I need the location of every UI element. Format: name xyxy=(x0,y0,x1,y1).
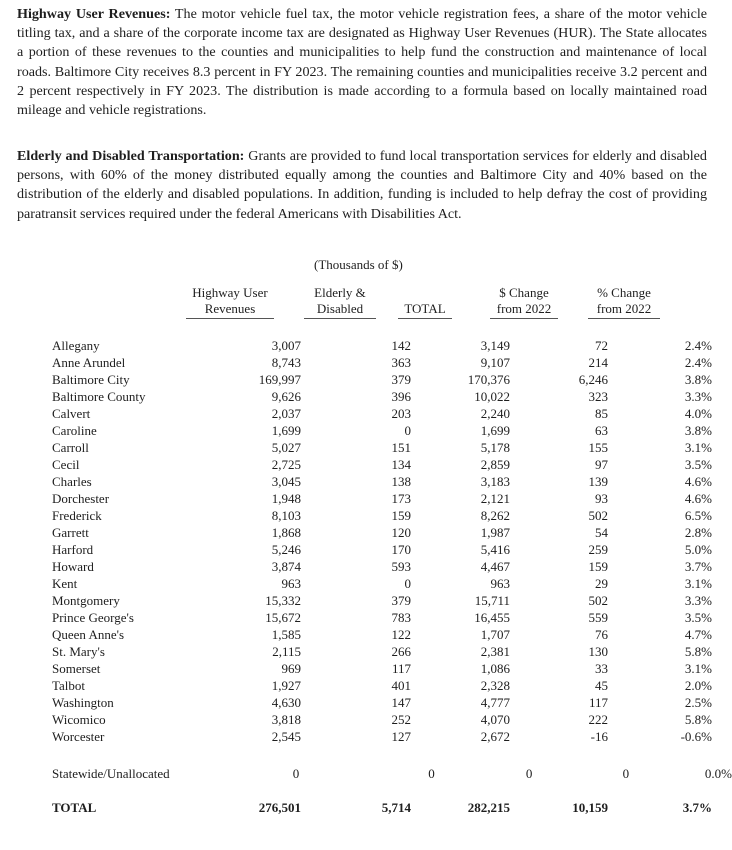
cell-total: 963 xyxy=(490,576,510,591)
cell-pct: 2.5% xyxy=(684,695,712,710)
cell-change: 54 xyxy=(595,525,608,540)
cell-name: Allegany xyxy=(52,338,100,353)
cell-ed: 170 xyxy=(391,542,411,557)
cell-hur: 3,045 xyxy=(271,474,301,489)
cell-hur: 3,818 xyxy=(271,712,301,727)
table-row xyxy=(52,728,712,745)
hur-paragraph xyxy=(17,5,707,120)
total-name: TOTAL xyxy=(52,800,97,815)
cell-total: 5,178 xyxy=(480,440,510,455)
cell-name: Baltimore City xyxy=(52,372,130,387)
table-row xyxy=(52,456,712,473)
cell-ed: 134 xyxy=(391,457,411,472)
cell-pct: 5.8% xyxy=(684,712,712,727)
cell-total: 1,987 xyxy=(480,525,510,540)
cell-pct: 2.4% xyxy=(684,355,712,370)
cell-total: 2,328 xyxy=(480,678,510,693)
table-row xyxy=(52,660,712,677)
cell-hur: 3,874 xyxy=(271,559,301,574)
statewide-change: 0 xyxy=(622,766,630,781)
table-row xyxy=(52,575,712,592)
statewide-total: 0 xyxy=(525,766,533,781)
cell-total: 1,699 xyxy=(480,423,510,438)
cell-total: 4,467 xyxy=(480,559,510,574)
cell-name: Garrett xyxy=(52,525,89,540)
table-row xyxy=(52,541,712,558)
cell-ed: 379 xyxy=(391,593,411,608)
cell-change: 159 xyxy=(588,559,608,574)
header-ed-line2: Disabled xyxy=(316,301,364,316)
header-ed-line1: Elderly & xyxy=(314,285,366,300)
cell-ed: 203 xyxy=(391,406,411,421)
cell-change: 155 xyxy=(588,440,608,455)
header-elderly-disabled xyxy=(304,285,376,319)
cell-change: 117 xyxy=(588,695,608,710)
cell-ed: 396 xyxy=(391,389,411,404)
header-change-line2: from 2022 xyxy=(496,301,552,316)
county-table xyxy=(52,337,712,745)
cell-name: Kent xyxy=(52,576,78,591)
cell-total: 2,381 xyxy=(480,644,510,659)
cell-ed: 401 xyxy=(391,678,411,693)
cell-change: 259 xyxy=(588,542,608,557)
ed-paragraph-lead: Elderly and Disabled Transportation: xyxy=(17,148,245,164)
header-total xyxy=(398,301,452,319)
table-row xyxy=(52,422,712,439)
cell-hur: 2,725 xyxy=(271,457,301,472)
cell-total: 10,022 xyxy=(474,389,510,404)
cell-total: 2,672 xyxy=(480,729,510,744)
cell-pct: 3.1% xyxy=(684,576,712,591)
cell-ed: 147 xyxy=(391,695,411,710)
cell-change: 502 xyxy=(588,508,608,523)
cell-name: Prince George's xyxy=(52,610,134,625)
statewide-ed: 0 xyxy=(428,766,435,781)
cell-ed: 122 xyxy=(391,627,411,642)
statewide-hur: 0 xyxy=(292,766,300,781)
header-highway-user-revenues xyxy=(186,285,274,319)
table-row xyxy=(52,405,712,422)
cell-pct: 5.8% xyxy=(684,644,712,659)
cell-hur: 15,332 xyxy=(265,593,301,608)
cell-pct: 2.8% xyxy=(684,525,712,540)
total-change: 10,159 xyxy=(572,800,608,815)
header-total-label: TOTAL xyxy=(404,301,446,316)
statewide-pct: 0.0% xyxy=(704,766,732,781)
cell-hur: 5,246 xyxy=(271,542,301,557)
cell-total: 8,262 xyxy=(480,508,510,523)
cell-name: Queen Anne's xyxy=(52,627,125,642)
cell-hur: 1,699 xyxy=(271,423,301,438)
cell-ed: 783 xyxy=(391,610,411,625)
table-row xyxy=(52,609,712,626)
cell-change: 45 xyxy=(595,678,608,693)
cell-hur: 969 xyxy=(281,661,301,676)
cell-name: Carroll xyxy=(52,440,89,455)
cell-name: Wicomico xyxy=(52,712,106,727)
cell-change: 139 xyxy=(588,474,608,489)
cell-pct: -0.6% xyxy=(680,729,712,744)
table-row xyxy=(52,626,712,643)
cell-name: Caroline xyxy=(52,423,97,438)
table-row xyxy=(52,694,712,711)
cell-hur: 1,948 xyxy=(271,491,301,506)
cell-hur: 9,626 xyxy=(271,389,301,404)
table-row xyxy=(52,592,712,609)
cell-ed: 117 xyxy=(391,661,411,676)
cell-pct: 5.0% xyxy=(684,542,712,557)
cell-change: 502 xyxy=(588,593,608,608)
table-row xyxy=(52,337,712,354)
cell-pct: 4.6% xyxy=(684,474,712,489)
cell-hur: 1,585 xyxy=(271,627,301,642)
cell-pct: 4.7% xyxy=(684,627,712,642)
cell-hur: 1,927 xyxy=(271,678,301,693)
cell-hur: 2,037 xyxy=(271,406,301,421)
cell-hur: 963 xyxy=(281,576,301,591)
cell-total: 3,149 xyxy=(480,338,510,353)
cell-hur: 8,103 xyxy=(271,508,301,523)
table-row xyxy=(52,354,712,371)
cell-hur: 169,997 xyxy=(258,372,301,387)
table-row xyxy=(52,524,712,541)
total-hur: 276,501 xyxy=(258,800,301,815)
cell-ed: 151 xyxy=(391,440,411,455)
cell-ed: 266 xyxy=(391,644,411,659)
header-pct-line1: % Change xyxy=(597,285,651,300)
cell-pct: 3.5% xyxy=(684,610,712,625)
cell-name: Worcester xyxy=(52,729,105,744)
table-row xyxy=(52,711,712,728)
cell-change: 29 xyxy=(595,576,608,591)
cell-total: 4,070 xyxy=(480,712,510,727)
cell-pct: 3.1% xyxy=(684,661,712,676)
cell-name: Baltimore County xyxy=(52,389,146,404)
cell-ed: 142 xyxy=(391,338,411,353)
hur-paragraph-lead: Highway User Revenues: xyxy=(17,6,171,22)
header-dollar-change xyxy=(490,285,558,319)
table-row xyxy=(52,473,712,490)
table-row xyxy=(52,507,712,524)
total-total: 282,215 xyxy=(467,800,510,815)
cell-name: Somerset xyxy=(52,661,101,676)
cell-pct: 3.8% xyxy=(684,423,712,438)
cell-name: Harford xyxy=(52,542,94,557)
cell-pct: 3.3% xyxy=(684,389,712,404)
cell-total: 2,859 xyxy=(480,457,510,472)
cell-hur: 3,007 xyxy=(271,338,301,353)
total-row xyxy=(52,799,712,816)
cell-name: Cecil xyxy=(52,457,80,472)
table-row xyxy=(52,677,712,694)
statewide-row xyxy=(52,765,732,782)
cell-hur: 2,115 xyxy=(272,644,301,659)
table-row xyxy=(52,371,712,388)
cell-name: Montgomery xyxy=(52,593,120,608)
cell-total: 16,455 xyxy=(474,610,510,625)
table-row xyxy=(52,643,712,660)
table-row xyxy=(52,388,712,405)
cell-ed: 379 xyxy=(391,372,411,387)
cell-total: 9,107 xyxy=(480,355,510,370)
cell-change: -16 xyxy=(590,729,608,744)
cell-change: 214 xyxy=(588,355,608,370)
cell-ed: 138 xyxy=(391,474,411,489)
cell-name: Calvert xyxy=(52,406,91,421)
cell-name: Howard xyxy=(52,559,94,574)
cell-total: 15,711 xyxy=(474,593,510,608)
county-rows xyxy=(52,337,712,745)
cell-change: 76 xyxy=(595,627,608,642)
cell-ed: 0 xyxy=(404,576,411,591)
cell-ed: 593 xyxy=(391,559,411,574)
cell-name: Dorchester xyxy=(52,491,110,506)
cell-pct: 3.1% xyxy=(684,440,712,455)
cell-total: 170,376 xyxy=(467,372,510,387)
cell-change: 97 xyxy=(595,457,608,472)
total-ed: 5,714 xyxy=(381,800,411,815)
ed-paragraph-body: Grants are provided to fund local transportation services for elderly and disabled persons, with 60% of the money distributed equally among the counties and Baltimore City and 40% based on the distribution of the elderly and disabled populations. In addition, funding is included to help defray the cost of providing paratransit services required under the federal Americans with Disabilities Act. xyxy=(17,148,707,222)
hur-paragraph-body: The motor vehicle fuel tax, the motor vehicle registration fees, a share of the motor vehicle titling tax, and a share of the corporate income tax are designated as Highway User Revenues (HUR). The State allocates a portion of these revenues to the counties and municipalities to help fund the construction and maintenance of local roads. Baltimore City receives 8.3 percent in FY 2023. The remaining counties and municipalities receive 3.2 percent and 2 percent respectively in FY 2023. The distribution is made according to a formula based on locally maintained road mileage and vehicle registrations. xyxy=(17,6,707,119)
cell-name: Frederick xyxy=(52,508,102,523)
header-hur-line1: Highway User xyxy=(192,285,268,300)
total-pct: 3.7% xyxy=(682,800,712,815)
cell-hur: 8,743 xyxy=(271,355,301,370)
cell-change: 323 xyxy=(588,389,608,404)
header-pct-line2: from 2022 xyxy=(596,301,652,316)
table-row xyxy=(52,558,712,575)
cell-pct: 2.0% xyxy=(684,678,712,693)
cell-ed: 159 xyxy=(391,508,411,523)
cell-pct: 3.3% xyxy=(684,593,712,608)
cell-hur: 15,672 xyxy=(265,610,301,625)
cell-pct: 4.0% xyxy=(684,406,712,421)
cell-ed: 120 xyxy=(391,525,411,540)
cell-ed: 363 xyxy=(391,355,411,370)
ed-paragraph xyxy=(17,147,707,224)
cell-total: 2,240 xyxy=(480,406,510,421)
cell-total: 1,086 xyxy=(480,661,510,676)
header-percent-change xyxy=(588,285,660,319)
cell-total: 1,707 xyxy=(480,627,510,642)
cell-total: 3,183 xyxy=(480,474,510,489)
cell-pct: 4.6% xyxy=(684,491,712,506)
cell-change: 85 xyxy=(595,406,608,421)
cell-ed: 127 xyxy=(391,729,411,744)
header-change-line1: $ Change xyxy=(499,285,549,300)
cell-ed: 173 xyxy=(391,491,411,506)
cell-hur: 1,868 xyxy=(271,525,301,540)
cell-name: Anne Arundel xyxy=(52,355,126,370)
cell-total: 4,777 xyxy=(480,695,510,710)
cell-pct: 3.8% xyxy=(684,372,712,387)
cell-change: 6,246 xyxy=(578,372,608,387)
cell-hur: 4,630 xyxy=(271,695,301,710)
cell-pct: 3.5% xyxy=(684,457,712,472)
cell-change: 63 xyxy=(595,423,608,438)
units-note: (Thousands of $) xyxy=(314,257,403,272)
cell-change: 559 xyxy=(588,610,608,625)
table-row xyxy=(52,439,712,456)
cell-ed: 0 xyxy=(404,423,411,438)
header-hur-line2: Revenues xyxy=(204,301,256,316)
cell-pct: 2.4% xyxy=(684,338,712,353)
table-row xyxy=(52,490,712,507)
cell-change: 222 xyxy=(588,712,608,727)
cell-hur: 5,027 xyxy=(271,440,301,455)
cell-change: 130 xyxy=(588,644,608,659)
statewide-name: Statewide/Unallocated xyxy=(52,766,170,781)
cell-name: Charles xyxy=(52,474,92,489)
cell-name: Talbot xyxy=(52,678,86,693)
cell-name: Washington xyxy=(52,695,114,710)
cell-change: 33 xyxy=(595,661,608,676)
cell-total: 5,416 xyxy=(480,542,510,557)
cell-name: St. Mary's xyxy=(52,644,105,659)
cell-ed: 252 xyxy=(391,712,411,727)
cell-change: 93 xyxy=(595,491,608,506)
cell-hur: 2,545 xyxy=(271,729,301,744)
cell-change: 72 xyxy=(595,338,608,353)
cell-pct: 6.5% xyxy=(684,508,712,523)
cell-pct: 3.7% xyxy=(684,559,712,574)
cell-total: 2,121 xyxy=(480,491,510,506)
